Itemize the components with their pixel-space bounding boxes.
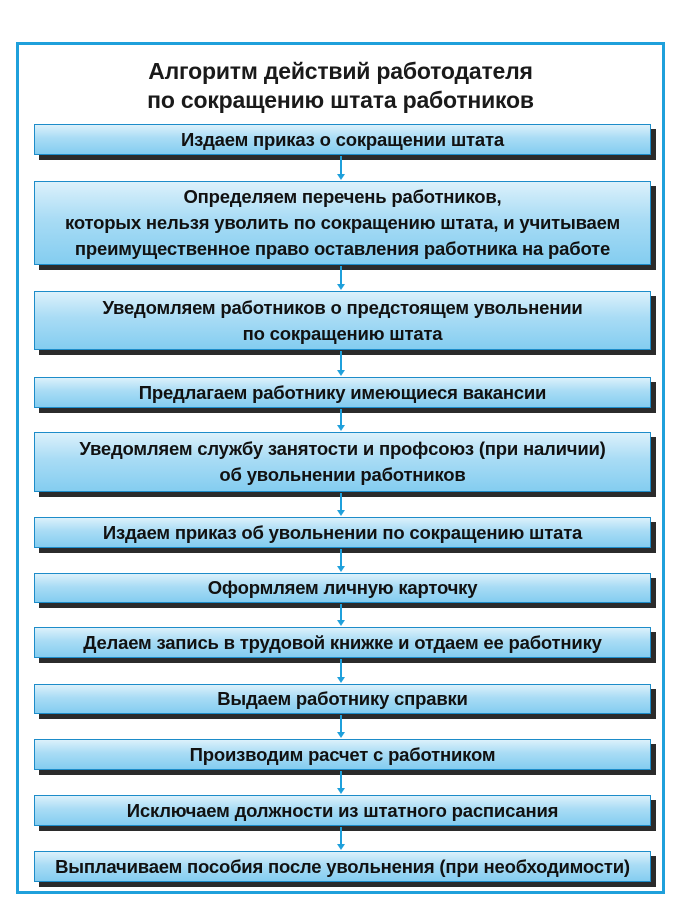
- step-11-remove-positions: [34, 795, 651, 826]
- step-7-personal-card: [34, 573, 651, 603]
- step-3-notify-employees: [34, 291, 651, 350]
- arrow-4-to-5: [337, 409, 345, 431]
- step-3-text: Уведомляем работников о предстоящем увольнении по сокращению штата: [102, 296, 583, 344]
- title-line-2: по сокращению штата работников: [147, 87, 534, 113]
- step-8-work-book-entry: [34, 627, 651, 658]
- step-9-issue-certificates: [34, 684, 651, 714]
- step-10-text: Производим расчет с работником: [189, 743, 496, 765]
- arrow-3-to-4: [337, 351, 345, 376]
- arrow-7-to-8: [337, 604, 345, 626]
- step-12-pay-benefits: [34, 851, 651, 882]
- arrow-1-to-2: [337, 156, 345, 180]
- step-2-define-employee-list: [34, 181, 651, 265]
- arrow-6-to-7: [337, 549, 345, 572]
- arrow-2-to-3: [337, 266, 345, 290]
- step-4-offer-vacancies: [34, 377, 651, 408]
- step-9-text: Выдаем работнику справки: [217, 688, 468, 709]
- step-10-final-settlement: [34, 739, 651, 770]
- title-line-1: Алгоритм действий работодателя: [148, 58, 533, 84]
- step-6-text: Издаем приказ об увольнении по сокращению штата: [102, 521, 583, 543]
- arrow-8-to-9: [337, 659, 345, 683]
- arrow-11-to-12: [337, 827, 345, 850]
- arrow-5-to-6: [337, 493, 345, 516]
- arrow-10-to-11: [337, 771, 345, 794]
- arrow-9-to-10: [337, 715, 345, 738]
- step-7-text: Оформляем личную карточку: [207, 577, 478, 598]
- step-12-text: Выплачиваем пособия после увольнения (при необходимости): [55, 855, 630, 877]
- step-1-text: Издаем приказ о сокращении штата: [181, 128, 504, 150]
- step-8-text: Делаем запись в трудовой книжке и отдаем ее работнику: [83, 631, 602, 653]
- step-1-issue-reduction-order: [34, 124, 651, 155]
- step-5-notify-employment-service: [34, 432, 651, 492]
- step-4-text: Предлагаем работнику имеющиеся вакансии: [138, 381, 547, 403]
- step-6-issue-dismissal-order: [34, 517, 651, 548]
- step-11-text: Исключаем должности из штатного расписания: [126, 799, 559, 821]
- diagram-title: [0, 57, 681, 115]
- step-2-text: Определяем перечень работников, которых нельзя уволить по сокращению штата, и учитываем преимущественное право оставления работника на работе: [65, 186, 620, 259]
- step-5-text: Уведомляем службу занятости и профсоюз (при наличии) об увольнении работников: [79, 438, 606, 485]
